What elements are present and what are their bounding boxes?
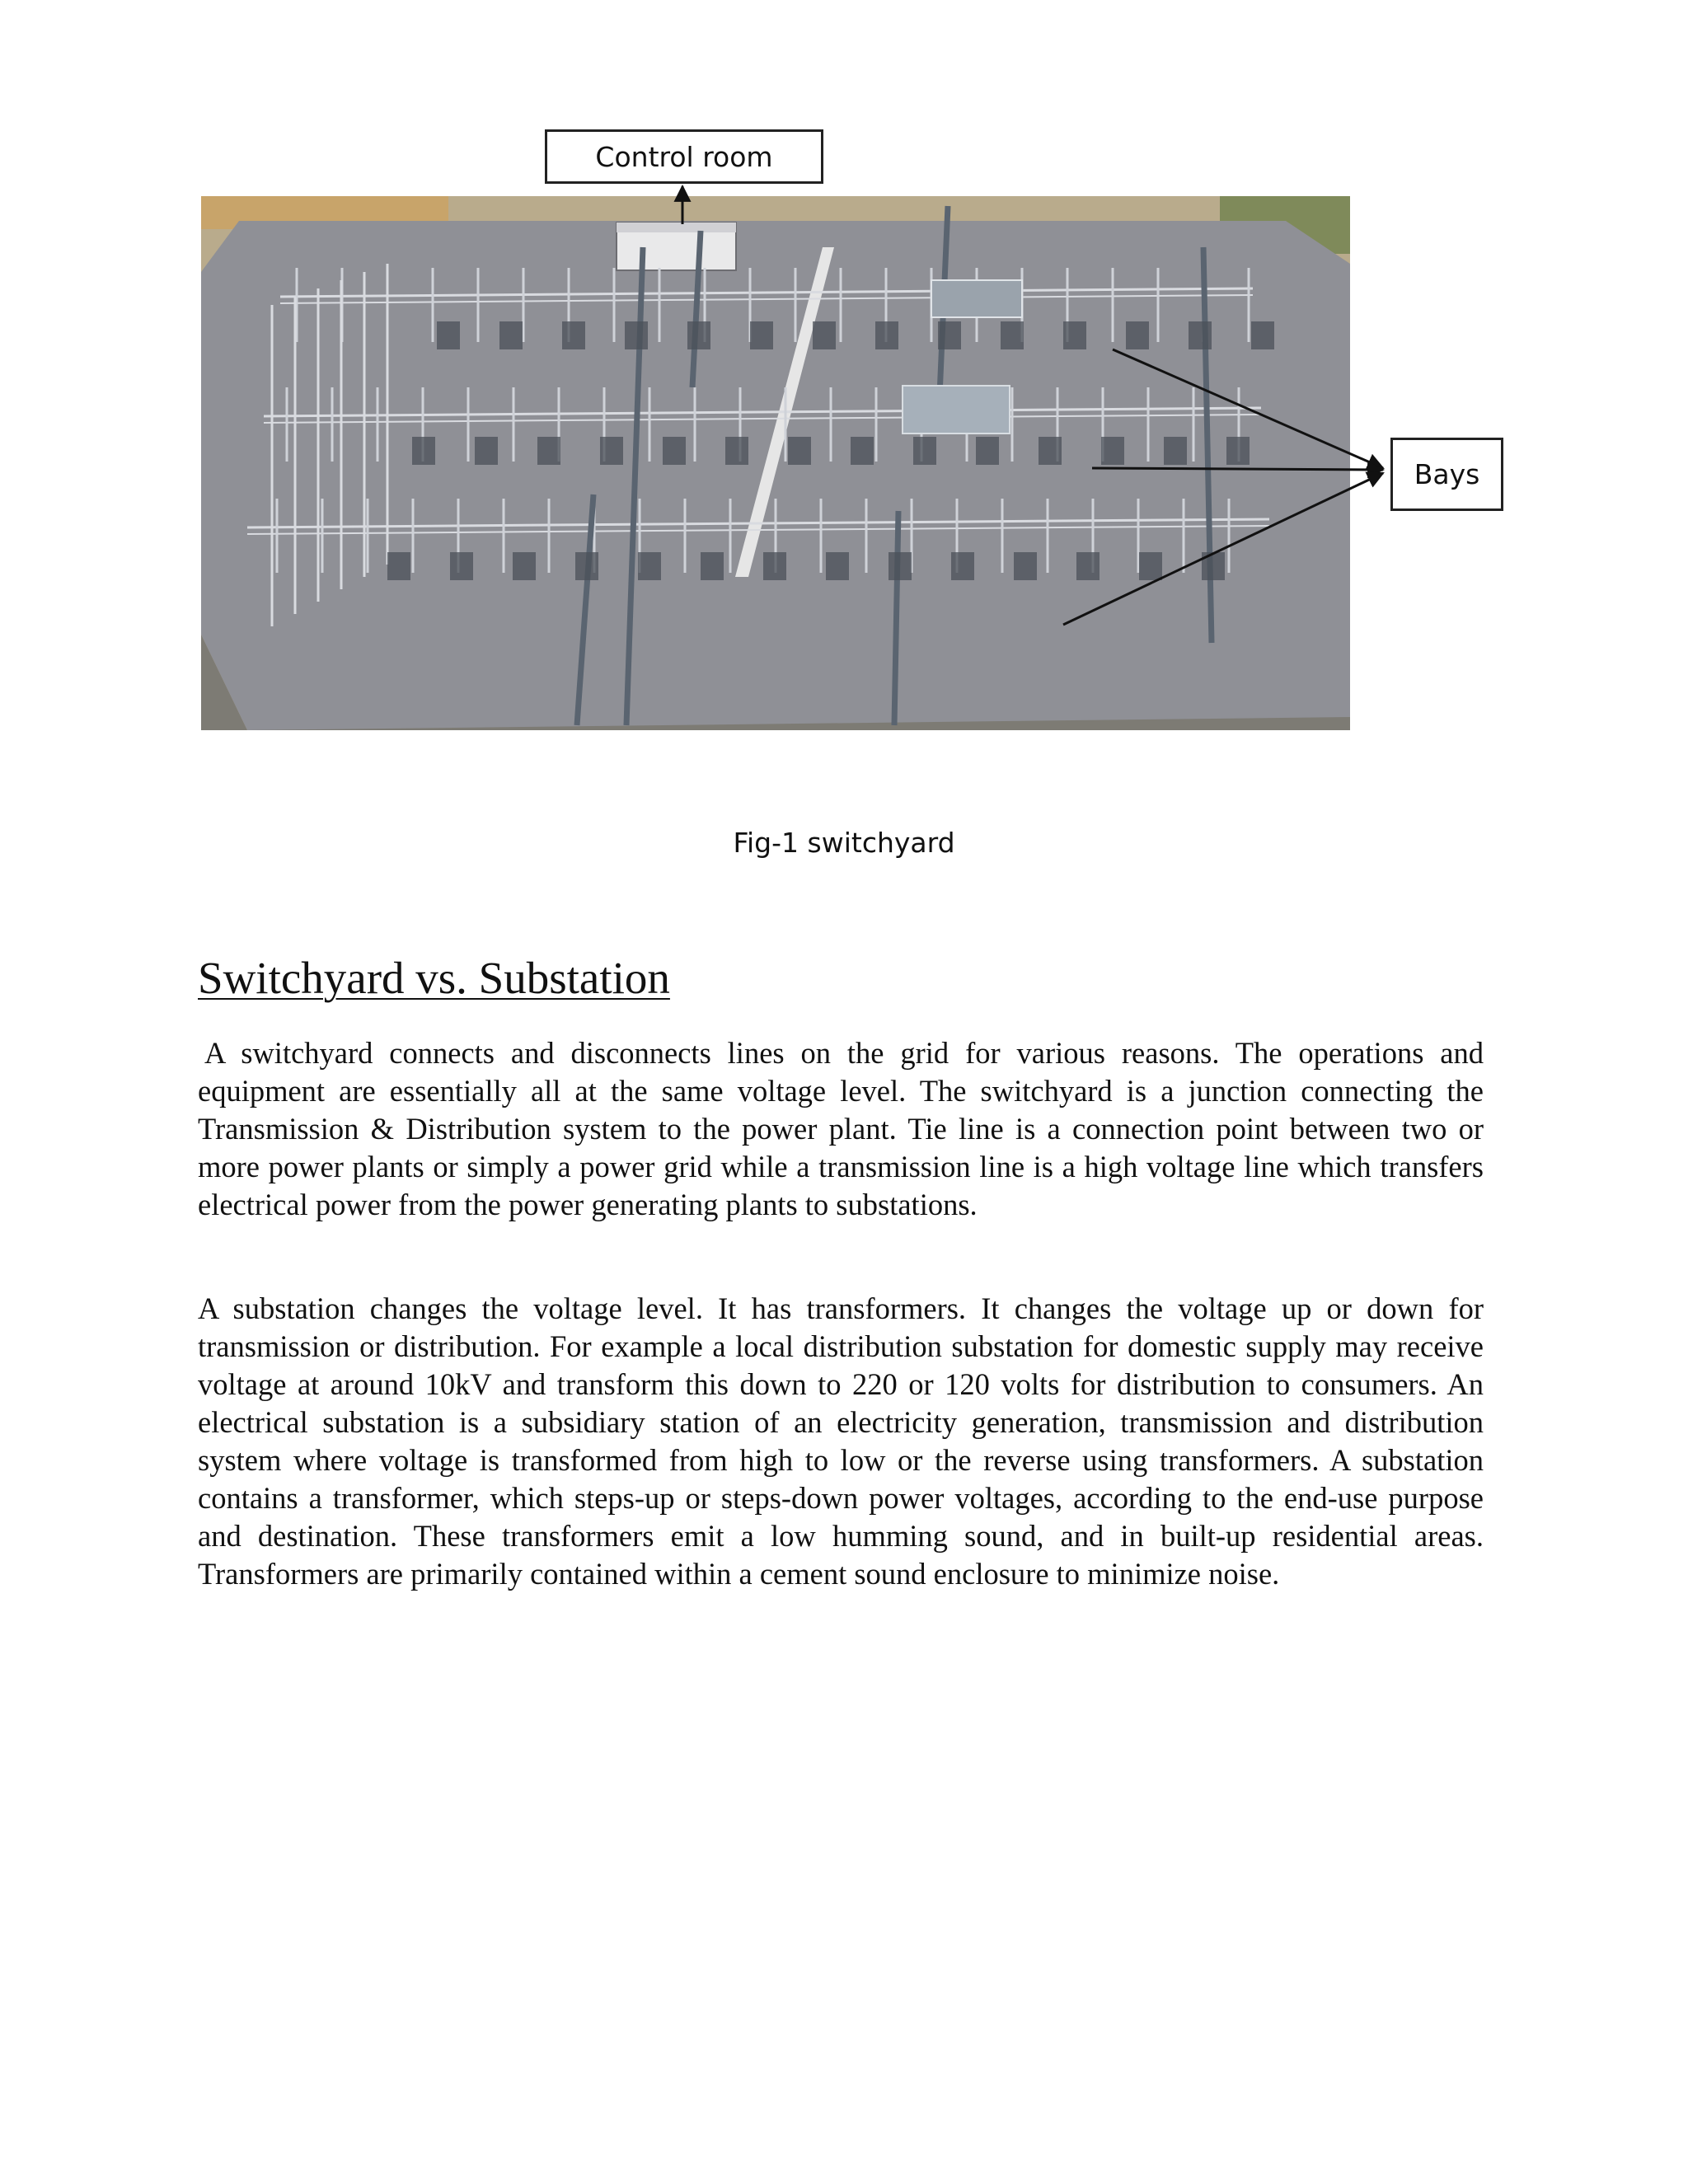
switchyard-figure bbox=[0, 0, 1688, 907]
section-heading: Switchyard vs. Substation bbox=[198, 953, 670, 1003]
control-room-label: Control room bbox=[545, 129, 823, 184]
bays-label: Bays bbox=[1390, 438, 1503, 511]
paragraph-substation: A substation changes the voltage level. It has transformers. It changes the voltage up or down for transmission or distribution. For example a local distribution substation for domestic supply may receive voltage at around 10kV and transform this down to 220 or 120 volts for distribution to consumers. An electrical substation is a subsidiary station of an electricity generation, transmission and distribution system where voltage is transformed from high to low or the reverse using transformers. A substation contains a transformer, which steps-up or steps-down power voltages, according to the end-use purpose and destination. These transformers emit a low humming sound, and in built-up residential areas. Transformers are primarily contained within a cement sound enclosure to minimize noise. bbox=[198, 1291, 1484, 1591]
paragraph-switchyard: A switchyard connects and disconnects lines on the grid for various reasons. The operations and equipment are essentially all at the same voltage level. The switchyard is a junction connecting the Transmission & Distribution system to the power plant. Tie line is a connection point between two or more power plants or simply a power grid while a transmission line is a high voltage line which transfers electrical power from the power generating plants to substations. bbox=[198, 1036, 1484, 1221]
figure-caption: Fig-1 switchyard bbox=[733, 827, 955, 859]
